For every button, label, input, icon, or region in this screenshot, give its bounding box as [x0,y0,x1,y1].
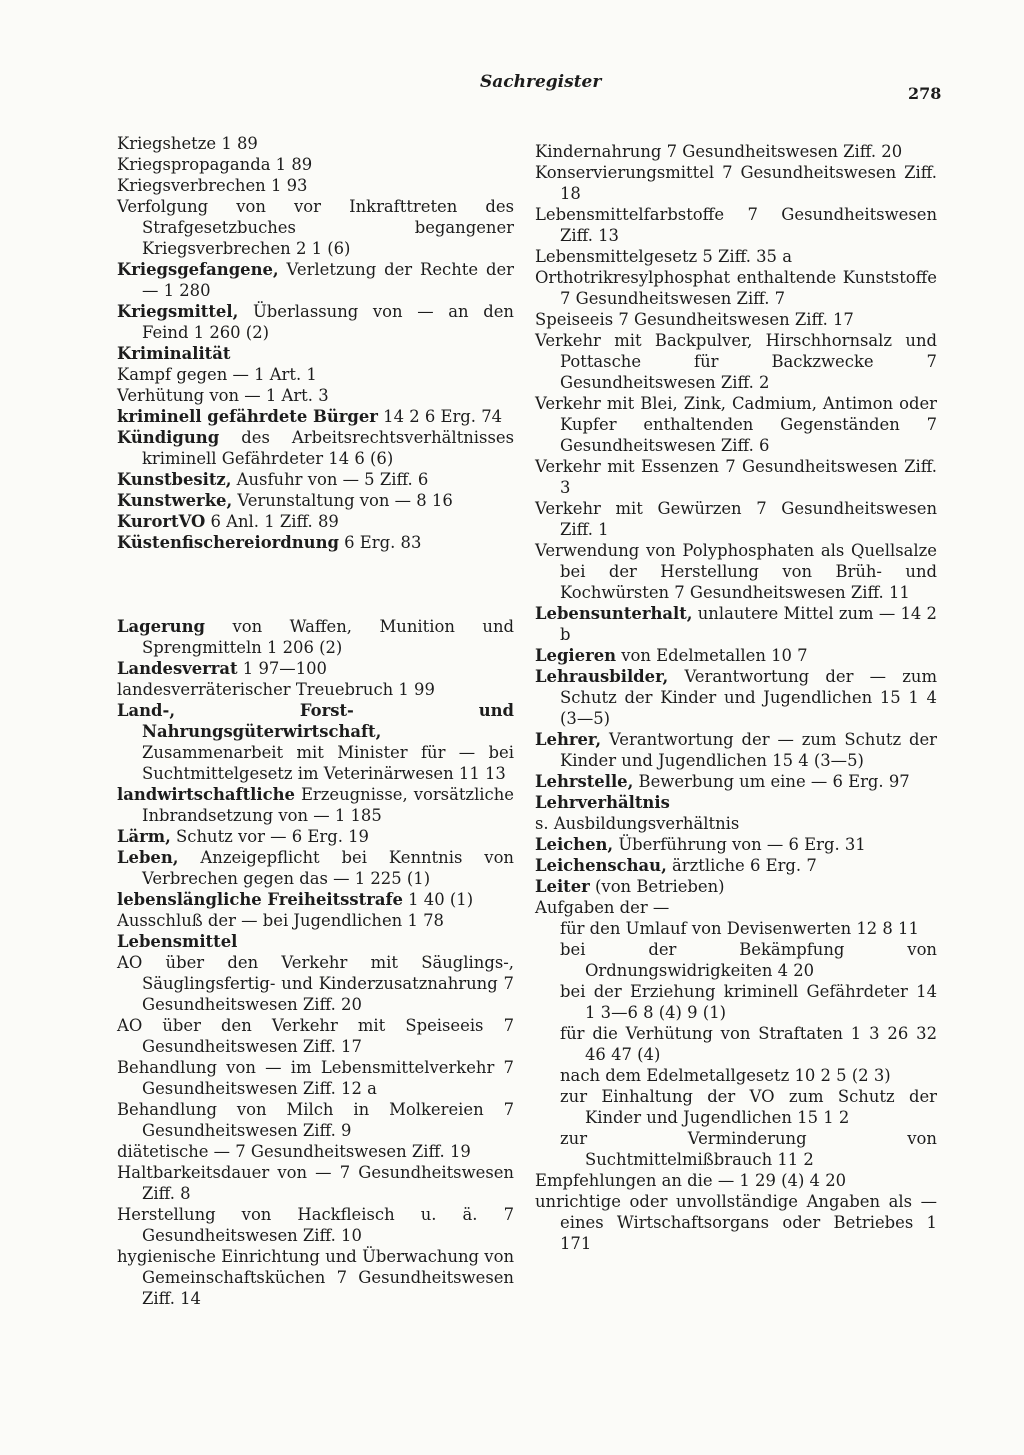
index-keyword: lebenslängliche Freiheitsstrafe [117,890,403,909]
index-entry [117,301,514,343]
index-entry [117,133,514,154]
index-entry [535,267,937,309]
index-text: unlautere Mittel zum — 14 2 b [560,604,937,644]
index-entry [117,427,514,469]
index-keyword: Leiter [535,877,590,896]
index-entry [535,540,937,603]
index-keyword: KurortVO [117,512,206,531]
index-text: Behandlung von Milch in Molkereien 7 Gesundheitswesen Ziff. 9 [117,1100,514,1140]
index-entry [535,729,937,771]
index-entry [117,343,514,364]
index-entry [535,498,937,540]
index-text: Behandlung von — im Lebensmittelverkehr 7 Gesundheitswesen Ziff. 12 a [117,1058,514,1098]
index-text: AO über den Verkehr mit Säuglings-, Säuglingsfertig- und Kinderzusatznahrung 7 Gesundheitswesen Ziff. 20 [117,953,514,1014]
index-text: Orthotrikresylphosphat enthaltende Kunststoffe 7 Gesundheitswesen Ziff. 7 [535,268,937,308]
index-entry [535,330,937,393]
index-keyword: Lehrer, [535,730,602,749]
index-text: Verantwortung der — zum Schutz der Kinder und Jugendlichen 15 4 (3—5) [560,730,937,770]
index-keyword: Lebensmittel [117,932,238,951]
index-text: Überführung von — 6 Erg. 31 [613,835,866,854]
index-text: Verkehr mit Backpulver, Hirschhornsalz und Pottasche für Backzwecke 7 Gesundheitswesen Ziff. 2 [535,331,937,392]
index-text: zur Verminderung von Suchtmittelmißbrauch 11 2 [560,1129,937,1169]
index-entry [535,981,937,1023]
index-column-right [535,141,937,1254]
index-keyword: Leichen, [535,835,614,854]
index-entry [117,847,514,889]
index-text: Anzeigepflicht bei Kenntnis von Verbrechen gegen das — 1 225 (1) [142,848,514,888]
index-keyword: Kriegsmittel, [117,302,239,321]
index-text: Verwendung von Polyphosphaten als Quellsalze bei der Herstellung von Brüh- und Kochwürsten 7 Gesundheitswesen Ziff. 11 [535,541,937,602]
index-entry [117,406,514,427]
index-entry [117,511,514,532]
index-entry [535,456,937,498]
index-entry [535,1023,937,1065]
index-text: für den Umlauf von Devisenwerten 12 8 11 [560,919,919,938]
index-text: landesverräterischer Treuebruch 1 99 [117,680,435,699]
index-text: Verkehr mit Essenzen 7 Gesundheitswesen Ziff. 3 [535,457,937,497]
index-text: Empfehlungen an die — 1 29 (4) 4 20 [535,1171,847,1190]
index-text: Verkehr mit Blei, Zink, Cadmium, Antimon oder Kupfer enthaltenden Gegenständen 7 Gesundheitswesen Ziff. 6 [535,394,937,455]
index-entry [117,175,514,196]
index-text: Kriegsverbrechen 1 93 [117,176,308,195]
index-text: Lebensmittelfarbstoffe 7 Gesundheitswesen Ziff. 13 [535,205,937,245]
index-entry [117,616,514,658]
index-text: Haltbarkeitsdauer von — 7 Gesundheitswesen Ziff. 8 [117,1163,514,1203]
index-text: 14 2 6 Erg. 74 [377,407,503,426]
index-text: Überlassung von — an den Feind 1 260 (2) [142,302,514,342]
index-keyword: Leichenschau, [535,856,667,875]
index-text: des Arbeitsrechtsverhältnisses kriminell Gefährdeter 14 6 (6) [142,428,514,468]
index-text: Aufgaben der — [535,898,670,917]
index-keyword: Leben, [117,848,179,867]
index-entry [535,1170,937,1191]
index-text: Verunstaltung von — 8 16 [232,491,453,510]
index-text: Kindernahrung 7 Gesundheitswesen Ziff. 20 [535,142,903,161]
index-entry [535,645,937,666]
index-entry [535,855,937,876]
index-text: diätetische — 7 Gesundheitswesen Ziff. 19 [117,1142,471,1161]
index-text: Zusammenarbeit mit Minister für — bei Suchtmittelgesetz im Veterinärwesen 11 13 [142,743,514,783]
index-text: bei der Bekämpfung von Ordnungswidrigkeiten 4 20 [560,940,937,980]
running-title: Sachregister [480,72,602,92]
index-keyword: Kunstbesitz, [117,470,232,489]
index-keyword: Legieren [535,646,617,665]
index-entry [117,490,514,511]
index-entry [535,309,937,330]
index-entry [117,385,514,406]
index-entry [117,532,514,553]
index-entry [117,469,514,490]
index-entry [535,1191,937,1254]
index-text: Verantwortung der — zum Schutz der Kinder und Jugendlichen 15 1 4 (3—5) [560,667,937,728]
index-entry [535,771,937,792]
index-entry [535,813,937,834]
index-entry [535,162,937,204]
index-keyword: Land-, Forst- und Nahrungsgüterwirtschaft, [117,701,514,741]
index-text: Lebensmittelgesetz 5 Ziff. 35 a [535,247,792,266]
index-text: Herstellung von Hackfleisch u. ä. 7 Gesundheitswesen Ziff. 10 [117,1205,514,1245]
index-entry [535,603,937,645]
index-text: von Waffen, Munition und Sprengmitteln 1 206 (2) [142,617,514,657]
index-text: 1 40 (1) [402,890,474,909]
index-entry [117,259,514,301]
index-entry [535,918,937,939]
page-number: 278 [908,84,942,103]
index-keyword: Kriegsgefangene, [117,260,279,279]
section-gap [117,553,514,616]
index-text: von Edelmetallen 10 7 [616,646,808,665]
index-entry [117,700,514,784]
index-entry [117,826,514,847]
index-keyword: Lehrausbilder, [535,667,669,686]
index-entry [117,679,514,700]
index-text: Ausfuhr von — 5 Ziff. 6 [231,470,429,489]
index-text: Schutz vor — 6 Erg. 19 [170,827,369,846]
index-text: ärztliche 6 Erg. 7 [666,856,817,875]
index-entry [117,1015,514,1057]
index-text: Verkehr mit Gewürzen 7 Gesundheitswesen Ziff. 1 [535,499,937,539]
index-column-left [117,133,514,1309]
index-entry [535,1065,937,1086]
index-entry [117,1204,514,1246]
index-text: Erzeugnisse, vorsätzliche Inbrandsetzung von — 1 185 [142,785,514,825]
index-entry [535,393,937,456]
index-text: (von Betrieben) [589,877,725,896]
index-keyword: Lagerung [117,617,205,636]
index-entry [117,889,514,910]
index-keyword: kriminell gefährdete Bürger [117,407,378,426]
index-text: AO über den Verkehr mit Speiseeis 7 Gesundheitswesen Ziff. 17 [117,1016,514,1056]
index-text: Kriegshetze 1 89 [117,134,258,153]
index-entry [117,784,514,826]
index-entry [117,1141,514,1162]
index-entry [117,1057,514,1099]
index-entry [117,952,514,1015]
index-text: Verhütung von — 1 Art. 3 [117,386,329,405]
index-entry [535,1128,937,1170]
index-text: 1 97—100 [237,659,327,678]
index-entry [535,1086,937,1128]
index-text: Konservierungsmittel 7 Gesundheitswesen Ziff. 18 [535,163,937,203]
index-keyword: Lärm, [117,827,171,846]
index-entry [535,204,937,246]
index-entry [117,1099,514,1141]
index-keyword: Küstenfischereiordnung [117,533,339,552]
index-keyword: Kriminalität [117,344,231,363]
index-keyword: Lehrverhältnis [535,793,670,812]
index-text: Ausschluß der — bei Jugendlichen 1 78 [117,911,444,930]
index-text: Kampf gegen — 1 Art. 1 [117,365,317,384]
index-entry [535,666,937,729]
index-text: Speiseeis 7 Gesundheitswesen Ziff. 17 [535,310,854,329]
index-text: 6 Anl. 1 Ziff. 89 [205,512,339,531]
index-keyword: Kündigung [117,428,220,447]
index-entry [117,1162,514,1204]
index-text: hygienische Einrichtung und Überwachung von Gemeinschaftsküchen 7 Gesundheitswesen Ziff. 14 [117,1247,514,1308]
index-entry [117,196,514,259]
index-entry [535,897,937,918]
page-header [0,72,1024,102]
index-text: 6 Erg. 83 [338,533,422,552]
index-text: Bewerbung um eine — 6 Erg. 97 [633,772,910,791]
index-keyword: Landesverrat [117,659,238,678]
index-entry [535,246,937,267]
index-text: unrichtige oder unvollständige Angaben als — eines Wirtschaftsorgans oder Betriebes 1 171 [535,1192,937,1253]
index-text: s. Ausbildungsverhältnis [535,814,740,833]
index-entry [535,834,937,855]
index-entry [535,792,937,813]
index-keyword: Lebensunterhalt, [535,604,693,623]
index-keyword: Kunstwerke, [117,491,233,510]
index-text: zur Einhaltung der VO zum Schutz der Kinder und Jugendlichen 15 1 2 [560,1087,937,1127]
index-entry [117,364,514,385]
index-entry [535,939,937,981]
index-text: nach dem Edelmetallgesetz 10 2 5 (2 3) [560,1066,891,1085]
index-text: Verletzung der Rechte der — 1 280 [142,260,514,300]
index-keyword: Lehrstelle, [535,772,634,791]
index-entry [117,910,514,931]
index-entry [117,931,514,952]
index-text: für die Verhütung von Straftaten 1 3 26 32 46 47 (4) [560,1024,937,1064]
index-entry [117,1246,514,1309]
index-text: bei der Erziehung kriminell Gefährdeter 14 1 3—6 8 (4) 9 (1) [560,982,937,1022]
index-entry [535,876,937,897]
index-text: Kriegspropaganda 1 89 [117,155,313,174]
index-entry [117,154,514,175]
index-text: Verfolgung von vor Inkrafttreten des Strafgesetzbuches begangener Kriegsverbrechen 2 1 (6) [117,197,514,258]
index-entry [535,141,937,162]
index-entry [117,658,514,679]
index-keyword: landwirtschaftliche [117,785,295,804]
